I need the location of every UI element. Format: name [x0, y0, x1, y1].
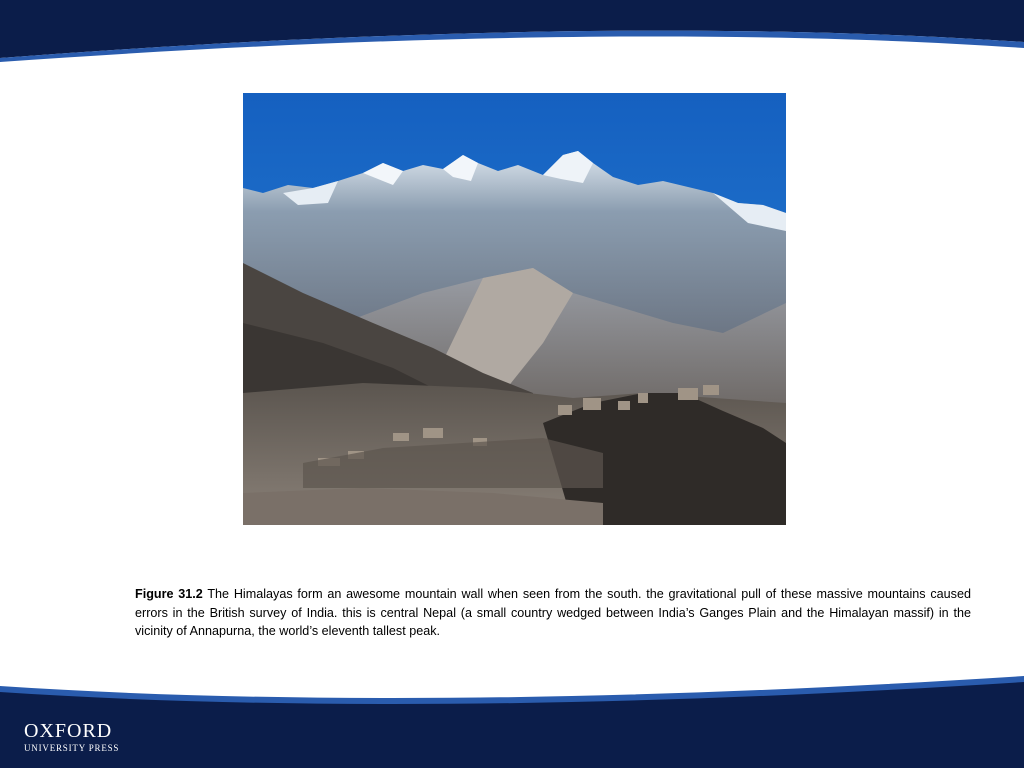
figure-label: Figure 31.2 — [135, 587, 203, 601]
figure-caption — [135, 585, 971, 641]
top-header-band — [0, 0, 1024, 70]
logo-line1: OXFORD — [24, 720, 113, 742]
bottom-footer-band — [0, 670, 1024, 768]
oxford-university-press-logo — [24, 720, 134, 760]
logo-line2: UNIVERSITY PRESS — [24, 743, 120, 753]
figure-caption-text: The Himalayas form an awesome mountain wall when seen from the south. the gravitational pull of these massive mountains caused errors in the British survey of India. this is central Nepal (a small country wedged between India’s Ganges Plain and the Himalayan massif) in the vicinity of Annapurna, the world’s eleventh tallest peak. — [135, 587, 971, 638]
himalaya-photo — [243, 93, 786, 525]
